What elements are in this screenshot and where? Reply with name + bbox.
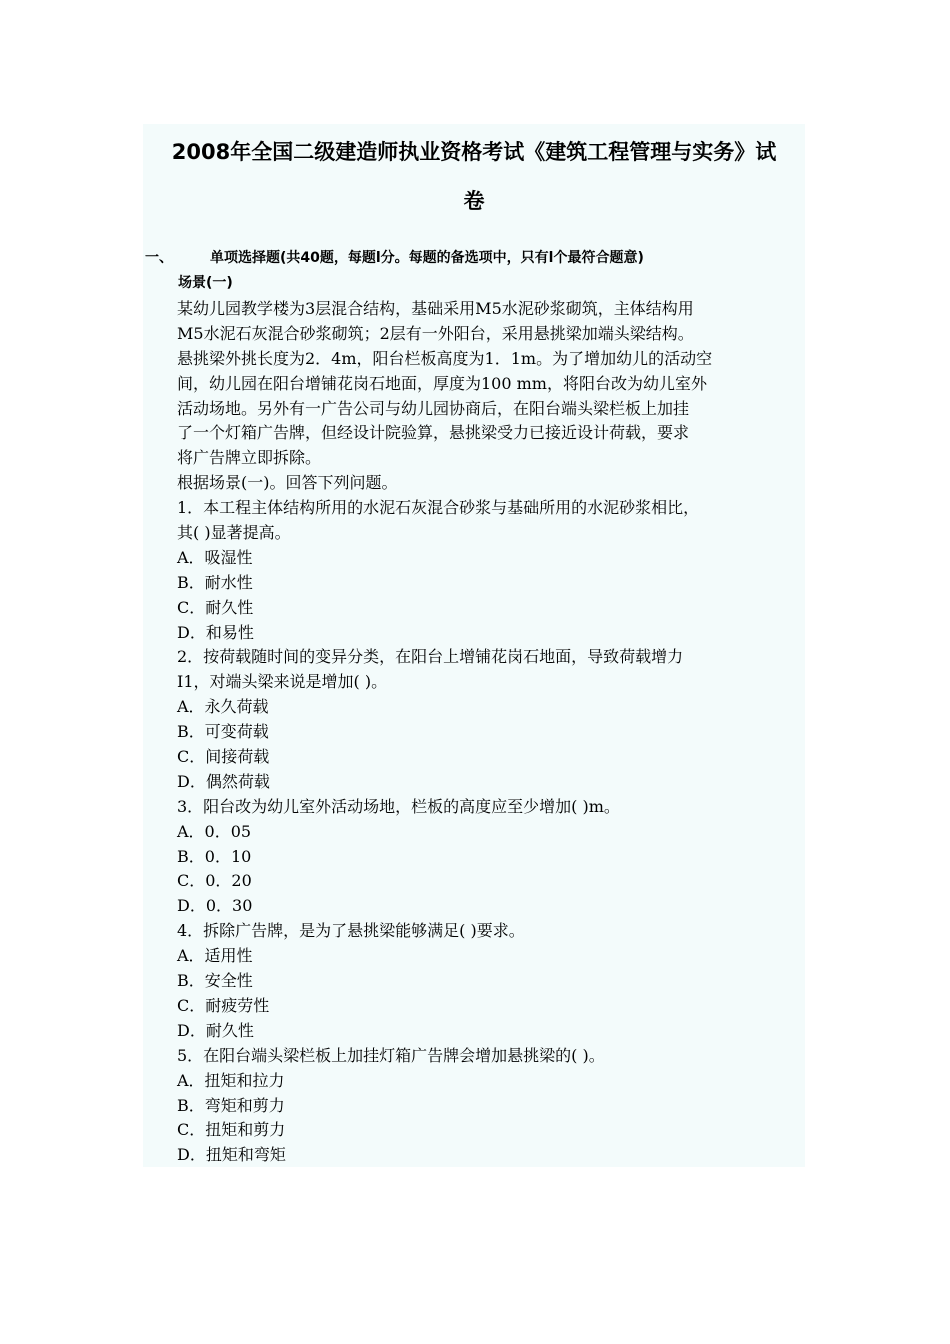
option-c: C．耐久性 [177, 597, 254, 617]
section-marker: 一、 [145, 250, 173, 266]
option-a: A．永久荷载 [177, 697, 269, 717]
question-stem: I1，对端头梁来说是增加( )。 [177, 672, 388, 692]
question-stem: 2．按荷载随时间的变异分类，在阳台上增铺花岗石地面，导致荷载增力 [177, 647, 684, 667]
question-stem: 其( )显著提高。 [177, 523, 291, 543]
instruction-text: 根据场景(一)。回答下列问题。 [177, 473, 398, 493]
document-title-line-2: 卷 [463, 189, 485, 213]
scenario-line: 活动场地。另外有一广告公司与幼儿园协商后，在阳台端头梁栏板上加挂 [177, 398, 690, 418]
option-b: B．可变荷载 [177, 722, 269, 742]
scenario-line: M5水泥石灰混合砂浆砌筑；2层有一外阳台，采用悬挑梁加端头梁结构。 [177, 323, 694, 343]
question-1 [177, 496, 802, 645]
option-c: C．间接荷载 [177, 747, 270, 767]
section-heading: 单项选择题(共40题，每题l分。每题的备选项中，只有l个最符合题意) [210, 250, 644, 266]
option-b: B．弯矩和剪力 [177, 1095, 285, 1115]
scenario-line: 某幼儿园教学楼为3层混合结构，基础采用M5水泥砂浆砌筑，主体结构用 [177, 299, 694, 318]
document-title-line-1: 2008年全国二级建造师执业资格考试《建筑工程管理与实务》试 [171, 140, 777, 164]
option-d: D．扭矩和弯矩 [177, 1145, 286, 1165]
option-b: B．耐水性 [177, 572, 253, 592]
option-d: D．偶然荷载 [177, 771, 270, 791]
option-d: D．耐久性 [177, 1020, 254, 1040]
scenario-line: 悬挑梁外挑长度为2．4m，阳台栏板高度为1．1m。为了增加幼儿的活动空 [177, 348, 713, 368]
scenario-label: 场景(一) [178, 275, 233, 291]
option-c: C．0．20 [177, 871, 252, 891]
option-b: B．安全性 [177, 971, 253, 991]
scenario-text [177, 297, 802, 471]
option-b: B．0．10 [177, 846, 252, 866]
option-c: C．扭矩和剪力 [177, 1120, 286, 1140]
scenario-line: 了一个灯箱广告牌，但经设计院验算，悬挑梁受力已接近设计荷载，要求 [177, 423, 690, 443]
option-a: A．吸湿性 [177, 547, 253, 567]
option-d: D．和易性 [177, 622, 254, 642]
question-2 [177, 645, 802, 794]
question-3 [177, 795, 802, 919]
question-5 [177, 1044, 802, 1168]
question-stem: 5．在阳台端头梁栏板上加挂灯箱广告牌会增加悬挑梁的( )。 [177, 1045, 605, 1065]
question-stem: 3．阳台改为幼儿室外活动场地，栏板的高度应至少增加( )m。 [177, 796, 620, 816]
exam-body [177, 297, 802, 1168]
question-stem: 1．本工程主体结构所用的水泥石灰混合砂浆与基础所用的水泥砂浆相比， [177, 498, 700, 518]
option-c: C．耐疲劳性 [177, 995, 270, 1015]
option-d: D．0．30 [177, 896, 253, 916]
option-a: A．适用性 [177, 946, 253, 966]
scenario-line: 间，幼儿园在阳台增铺花岗石地面，厚度为100 mm，将阳台改为幼儿室外 [177, 373, 707, 393]
option-a: A．扭矩和拉力 [177, 1070, 285, 1090]
question-stem: 4．拆除广告牌，是为了悬挑梁能够满足( )要求。 [177, 921, 525, 941]
option-a: A．0．05 [177, 821, 252, 841]
question-4 [177, 919, 802, 1043]
scenario-line: 将广告牌立即拆除。 [177, 448, 322, 468]
